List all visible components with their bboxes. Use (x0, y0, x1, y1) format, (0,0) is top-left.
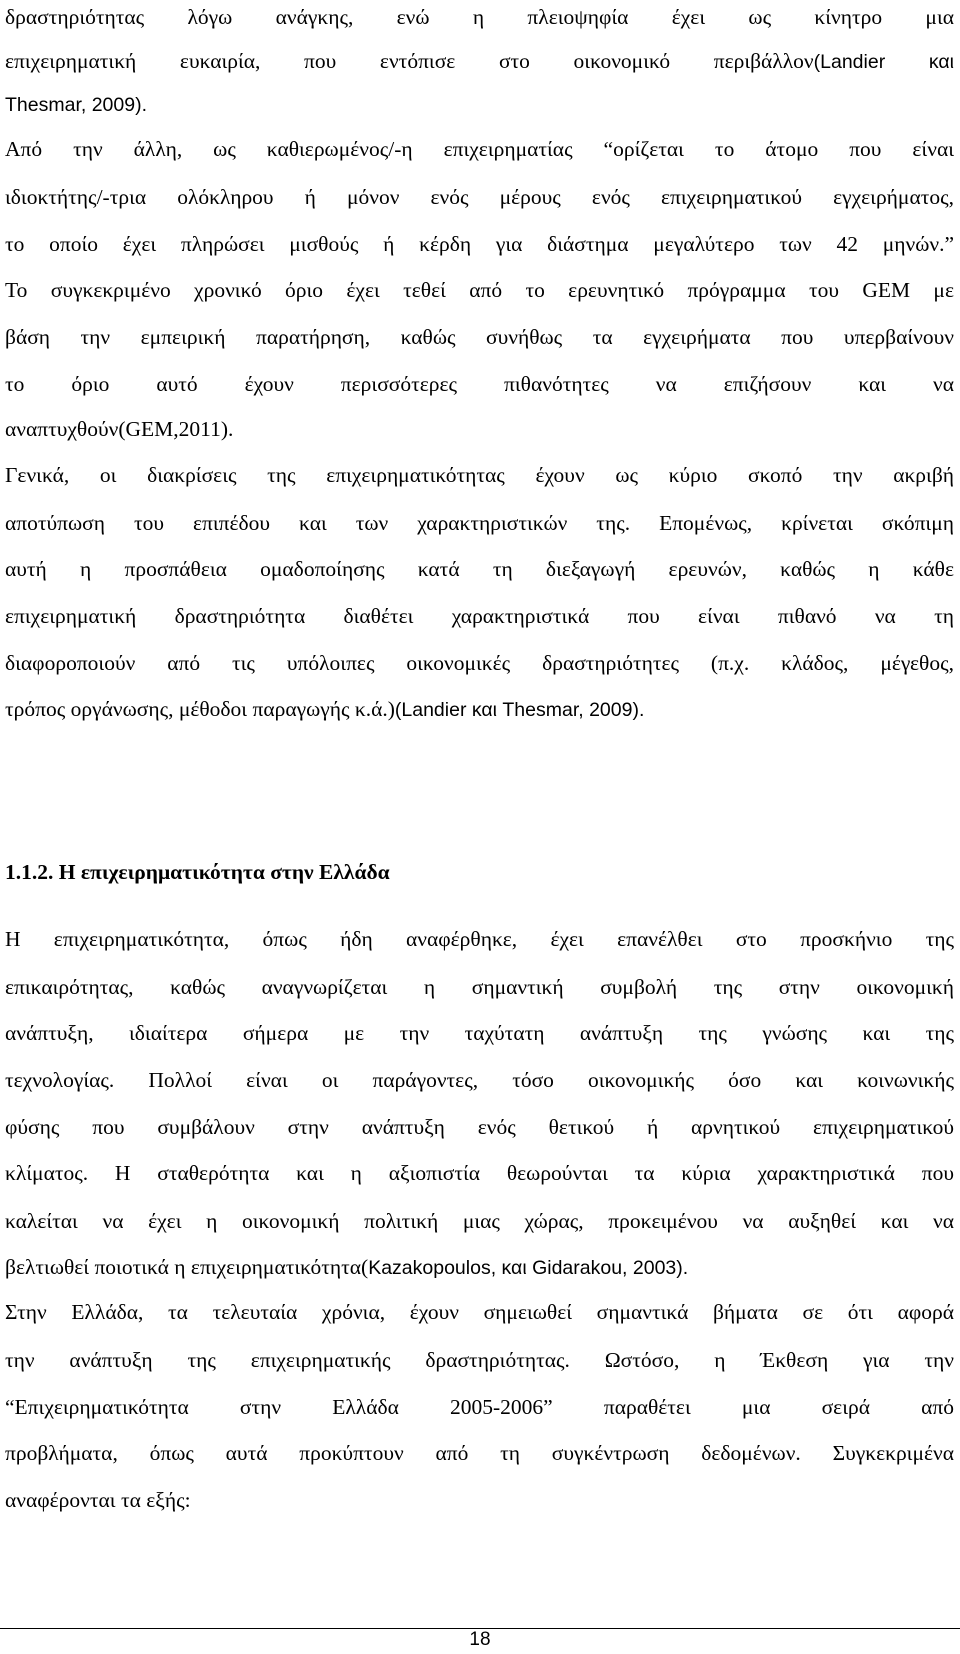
text-line: αποτύπωση του επιπέδου και των χαρακτηριστικών της. Επομένως, κρίνεται σκόπιμη (5, 511, 954, 535)
text-line: τεχνολογίας. Πολλοί είναι οι παράγοντες, τόσο οικονομικής όσο και κοινωνικής (5, 1068, 954, 1092)
text-line: καλείται να έχει η οικονομική πολιτική μιας χώρας, προκειμένου να αυξηθεί και να (5, 1209, 954, 1233)
text-line: το οποίο έχει πληρώσει μισθούς ή κέρδη για διάστημα μεγαλύτερο των 42 μηνών.” (5, 232, 954, 256)
text-line: Γενικά, οι διακρίσεις της επιχειρηματικότητας έχουν ως κύριο σκοπό την ακριβή (5, 463, 954, 487)
text-line: την ανάπτυξη της επιχειρηματικής δραστηριότητας. Ωστόσο, η Έκθεση για την (5, 1348, 954, 1372)
text-line: επικαιρότητας, καθώς αναγνωρίζεται η σημαντική συμβολή της στην οικονομική (5, 975, 954, 999)
text-line: ανάπτυξη, ιδιαίτερα σήμερα με την ταχύτατη ανάπτυξη της γνώσης και της (5, 1021, 954, 1045)
text-line: δραστηριότητας λόγω ανάγκης, ενώ η πλειοψηφία έχει ως κίνητρο μια (5, 5, 954, 29)
text-line: βάση την εμπειρική παρατήρηση, καθώς συνήθως τα εγχειρήματα που υπερβαίνουν (5, 325, 954, 349)
text-line: κλίματος. Η σταθερότητα και η αξιοπιστία θεωρούνται τα κύρια χαρακτηριστικά που (5, 1161, 954, 1185)
text-line: αυτή η προσπάθεια ομαδοποίησης κατά τη διεξαγωγή ερευνών, καθώς η κάθε (5, 557, 954, 581)
text-line: επιχειρηματική ευκαιρία, που εντόπισε στο οικονομικό περιβάλλον(Landier και (5, 49, 954, 73)
text-line: ιδιοκτήτης/-τρια ολόκληρου ή μόνον ενός μέρους ενός επιχειρηματικού εγχειρήματος, (5, 185, 954, 209)
text-line: Η επιχειρηματικότητα, όπως ήδη αναφέρθηκε, έχει επανέλθει στο προσκήνιο της (5, 927, 954, 951)
text-line: Από την άλλη, ως καθιερωμένος/-η επιχειρηματίας “ορίζεται το άτομο που είναι (5, 137, 954, 161)
text-line: Thesmar, 2009). (5, 94, 147, 116)
text-line: προβλήματα, όπως αυτά προκύπτουν από τη συγκέντρωση δεδομένων. Συγκεκριμένα (5, 1441, 954, 1465)
text-line: το όριο αυτό έχουν περισσότερες πιθανότητες να επιζήσουν και να (5, 372, 954, 396)
text-line: αναπτυχθούν(GEM,2011). (5, 417, 234, 441)
text-line: φύσης που συμβάλουν στην ανάπτυξη ενός θετικού ή αρνητικού επιχειρηματικού (5, 1115, 954, 1139)
text-line: Το συγκεκριμένο χρονικό όριο έχει τεθεί από το ερευνητικό πρόγραμμα του GEM με (5, 278, 954, 302)
text-line: αναφέρονται τα εξής: (5, 1488, 191, 1512)
section-heading: 1.1.2. Η επιχειρηματικότητα στην Ελλάδα (5, 860, 390, 884)
text-line: τρόπος οργάνωσης, μέθοδοι παραγωγής κ.ά.)(Landier και Thesmar, 2009). (5, 697, 645, 721)
text-line: βελτιωθεί ποιοτικά η επιχειρηματικότητα(Kazakopoulos, και Gidarakou, 2003). (5, 1255, 689, 1279)
text-line: “Επιχειρηματικότητα στην Ελλάδα 2005-2006” παραθέτει μια σειρά από (5, 1395, 954, 1419)
text-line: διαφοροποιούν από τις υπόλοιπες οικονομικές δραστηριότητες (π.χ. κλάδος, μέγεθος, (5, 651, 954, 675)
text-line: επιχειρηματική δραστηριότητα διαθέτει χαρακτηριστικά που είναι πιθανό να τη (5, 604, 954, 628)
text-line: Στην Ελλάδα, τα τελευταία χρόνια, έχουν σημειωθεί σημαντικά βήματα σε ότι αφορά (5, 1300, 954, 1324)
page-number: 18 (469, 1629, 491, 1650)
